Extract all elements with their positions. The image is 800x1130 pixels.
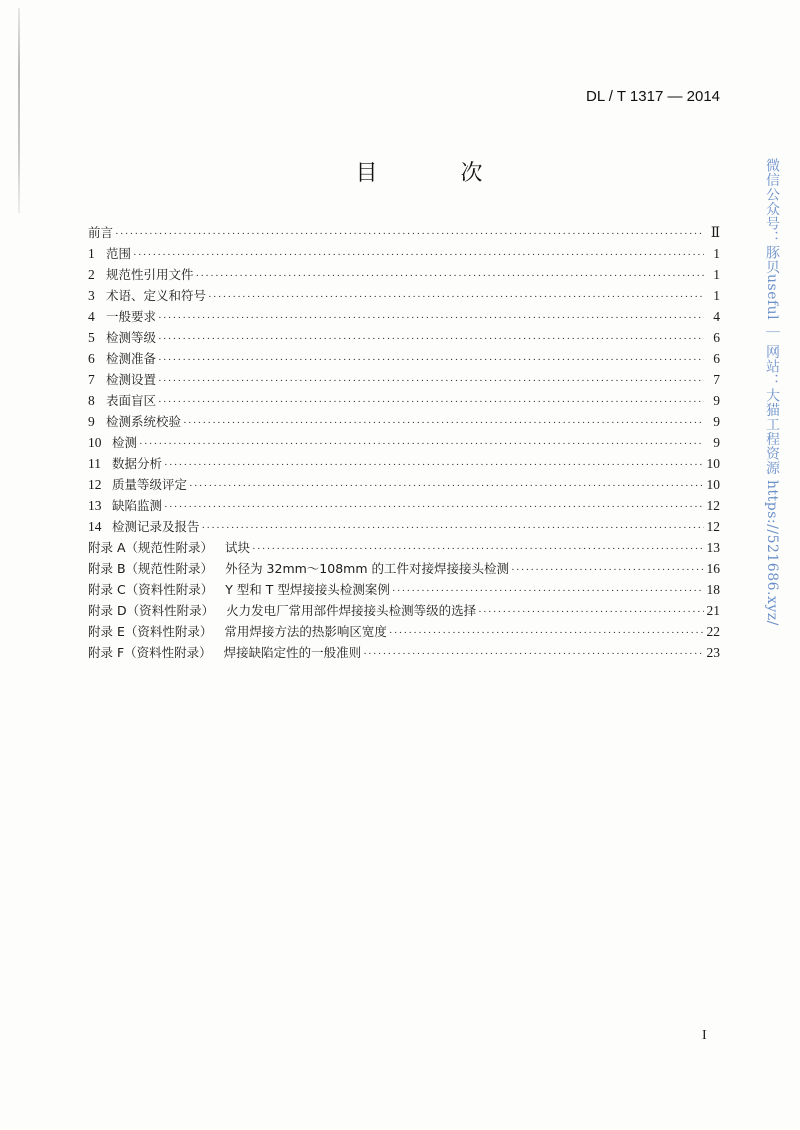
- toc-entry[interactable]: [88, 306, 720, 327]
- toc-page: 13: [706, 540, 720, 555]
- toc-label: 火力发电厂常用部件焊接接头检测等级的选择: [226, 603, 477, 618]
- appendix-prefix: 附录 F（资料性附录）: [88, 645, 212, 660]
- toc-label: 缺陷监测: [112, 498, 163, 513]
- dot-leader: [164, 497, 704, 518]
- toc-number: 10: [88, 435, 102, 450]
- page-number: I: [702, 1028, 707, 1043]
- toc-number: 6: [88, 351, 95, 366]
- toc-entry[interactable]: [88, 495, 720, 516]
- toc-label: 试块: [225, 540, 251, 555]
- toc-label: 数据分析: [112, 456, 163, 471]
- page-title: 目 次: [355, 161, 521, 186]
- dot-leader: [158, 308, 704, 329]
- toc-page: 12: [706, 519, 720, 534]
- toc-page: 12: [706, 498, 720, 513]
- toc-entry[interactable]: [88, 369, 720, 390]
- toc-page: Ⅱ: [710, 225, 720, 240]
- dot-leader: [202, 518, 704, 539]
- dot-leader: [392, 581, 704, 602]
- toc-number: 11: [88, 456, 101, 471]
- toc-page: 1: [713, 246, 720, 261]
- toc-appendix-d[interactable]: [88, 600, 720, 621]
- toc-number: 5: [88, 330, 95, 345]
- toc-label: 检测: [112, 435, 138, 450]
- toc-entry[interactable]: [88, 348, 720, 369]
- toc-number: 14: [88, 519, 102, 534]
- toc-label: 表面盲区: [106, 393, 157, 408]
- toc-entry[interactable]: [88, 411, 720, 432]
- toc-page: 16: [706, 561, 720, 576]
- dot-leader: [478, 602, 704, 623]
- dot-leader: [133, 245, 704, 266]
- toc-label: 检测等级: [106, 330, 157, 345]
- toc-page: 4: [713, 309, 720, 324]
- toc-label: 范围: [106, 246, 132, 261]
- appendix-prefix: 附录 D（资料性附录）: [88, 603, 215, 618]
- toc-number: 12: [88, 477, 102, 492]
- dot-leader: [164, 455, 704, 476]
- toc-label: 常用焊接方法的热影响区宽度: [224, 624, 387, 639]
- table-of-contents: [88, 222, 720, 663]
- toc-appendix-e[interactable]: [88, 621, 720, 642]
- standard-code-header: DL / T 1317 — 2014: [586, 88, 720, 105]
- toc-page: 6: [713, 351, 720, 366]
- toc-appendix-b[interactable]: [88, 558, 720, 579]
- appendix-prefix: 附录 A（规范性附录）: [88, 540, 214, 555]
- toc-page: 10: [706, 477, 720, 492]
- dot-leader: [389, 623, 704, 644]
- toc-entry[interactable]: [88, 516, 720, 537]
- dot-leader: [183, 413, 704, 434]
- toc-entry-foreword[interactable]: [88, 222, 720, 243]
- dot-leader: [252, 539, 704, 560]
- dot-leader: [208, 287, 704, 308]
- toc-page: 10: [706, 456, 720, 471]
- toc-number: 4: [88, 309, 95, 324]
- appendix-prefix: 附录 E（资料性附录）: [88, 624, 213, 639]
- dot-leader: [511, 560, 704, 581]
- toc-number: 2: [88, 267, 95, 282]
- dot-leader: [363, 644, 704, 665]
- toc-label: 检测准备: [106, 351, 157, 366]
- toc-page: 18: [706, 582, 720, 597]
- toc-page: 1: [713, 288, 720, 303]
- appendix-prefix: 附录 C（资料性附录）: [88, 582, 214, 597]
- toc-page: 9: [713, 393, 720, 408]
- dot-leader: [115, 224, 704, 245]
- toc-number: 1: [88, 246, 95, 261]
- toc-entry[interactable]: [88, 264, 720, 285]
- dot-leader: [189, 476, 704, 497]
- toc-page: 22: [706, 624, 720, 639]
- toc-entry[interactable]: [88, 432, 720, 453]
- dot-leader: [158, 329, 704, 350]
- toc-page: 1: [713, 267, 720, 282]
- toc-number: 7: [88, 372, 95, 387]
- dot-leader: [196, 266, 704, 287]
- toc-page: 9: [713, 435, 720, 450]
- toc-page: 9: [713, 414, 720, 429]
- toc-label: 检测设置: [106, 372, 157, 387]
- toc-entry[interactable]: [88, 327, 720, 348]
- dot-leader: [158, 350, 704, 371]
- toc-label: 焊接缺陷定性的一般准则: [223, 645, 362, 660]
- toc-label: 术语、定义和符号: [106, 288, 207, 303]
- toc-number: 3: [88, 288, 95, 303]
- toc-entry[interactable]: [88, 453, 720, 474]
- toc-entry[interactable]: [88, 390, 720, 411]
- dot-leader: [158, 392, 704, 413]
- dot-leader: [158, 371, 704, 392]
- toc-label: 规范性引用文件: [106, 267, 194, 282]
- toc-label: Y 型和 T 型焊接接头检测案例: [225, 582, 390, 597]
- toc-label: 一般要求: [106, 309, 157, 324]
- toc-page: 6: [713, 330, 720, 345]
- toc-label: 前言: [88, 225, 114, 240]
- toc-appendix-f[interactable]: [88, 642, 720, 663]
- toc-page: 23: [706, 645, 720, 660]
- dot-leader: [139, 434, 704, 455]
- toc-appendix-c[interactable]: [88, 579, 720, 600]
- toc-label: 检测记录及报告: [112, 519, 200, 534]
- toc-label: 检测系统校验: [106, 414, 182, 429]
- toc-number: 9: [88, 414, 95, 429]
- toc-number: 8: [88, 393, 95, 408]
- toc-label: 外径为 32mm～108mm 的工件对接焊接接头检测: [225, 561, 509, 576]
- toc-page: 21: [706, 603, 720, 618]
- toc-entry[interactable]: [88, 285, 720, 306]
- toc-label: 质量等级评定: [112, 477, 188, 492]
- toc-appendix-a[interactable]: [88, 537, 720, 558]
- toc-entry[interactable]: [88, 243, 720, 264]
- toc-number: 13: [88, 498, 102, 513]
- toc-entry[interactable]: [88, 474, 720, 495]
- appendix-prefix: 附录 B（规范性附录）: [88, 561, 214, 576]
- toc-page: 7: [713, 372, 720, 387]
- vertical-watermark: 微信公众号：豚贝useful ｜ 网站：大猫工程资源 https://521686.xyz/: [764, 158, 780, 626]
